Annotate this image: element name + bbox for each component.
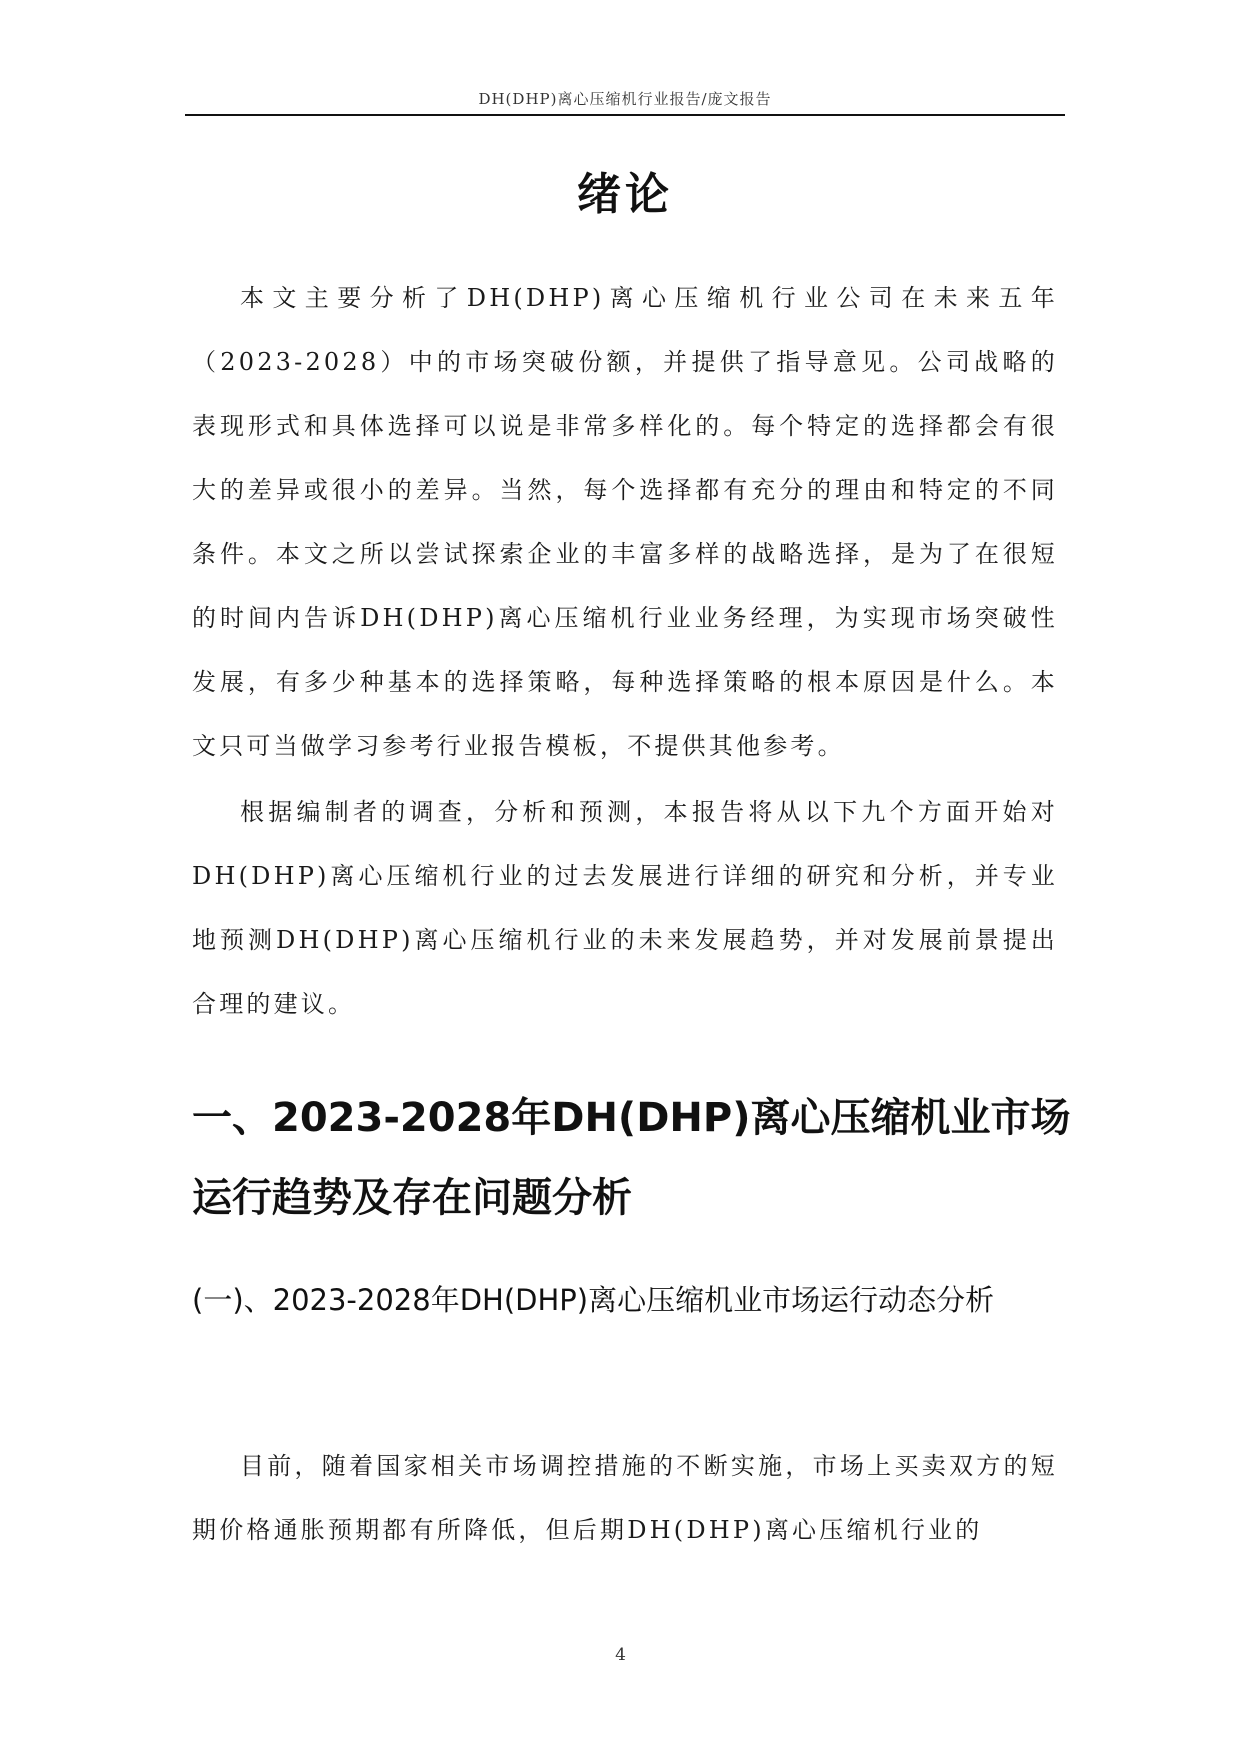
section-1-heading: 一、2023-2028年DH(DHP)离心压缩机业市场运行趋势及存在问题分析 bbox=[192, 1095, 1071, 1221]
subsection-1-body bbox=[192, 1434, 1058, 1562]
intro-section-2 bbox=[192, 780, 1058, 1036]
intro-paragraph-1: 本文主要分析了DH(DHP)离心压缩机行业公司在未来五年（2023-2028）中的市场突破份额，并提供了指导意见。公司战略的表现形式和具体选择可以说是非常多样化的。每个特定的选择都会有很大的差异或很小的差异。当然，每个选择都有充分的理由和特定的不同条件。本文之所以尝试探索企业的丰富多样的战略选择，是为了在很短的时间内告诉DH(DHP)离心压缩机行业业务经理，为实现市场突破性发展，有多少种基本的选择策略，每种选择策略的根本原因是什么。本文只可当做学习参考行业报告模板，不提供其他参考。 bbox=[192, 284, 1058, 760]
subsection-1-heading: (一)、2023-2028年DH(DHP)离心压缩机业市场运行动态分析 bbox=[192, 1283, 995, 1317]
intro-paragraph-2: 根据编制者的调查，分析和预测，本报告将从以下九个方面开始对DH(DHP)离心压缩机行业的过去发展进行详细的研究和分析，并专业地预测DH(DHP)离心压缩机行业的未来发展趋势，并对发展前景提出合理的建议。 bbox=[192, 798, 1058, 1018]
page-number: 4 bbox=[615, 1645, 626, 1665]
page-title: 绪论 bbox=[577, 169, 673, 220]
subsection-1-paragraph-1: 目前，随着国家相关市场调控措施的不断实施，市场上买卖双方的短期价格通胀预期都有所降低，但后期DH(DHP)离心压缩机行业的 bbox=[192, 1452, 1058, 1544]
header-rule bbox=[185, 114, 1065, 116]
intro-section bbox=[192, 266, 1058, 778]
running-header: DH(DHP)离心压缩机行业报告/庞文报告 bbox=[478, 90, 772, 108]
